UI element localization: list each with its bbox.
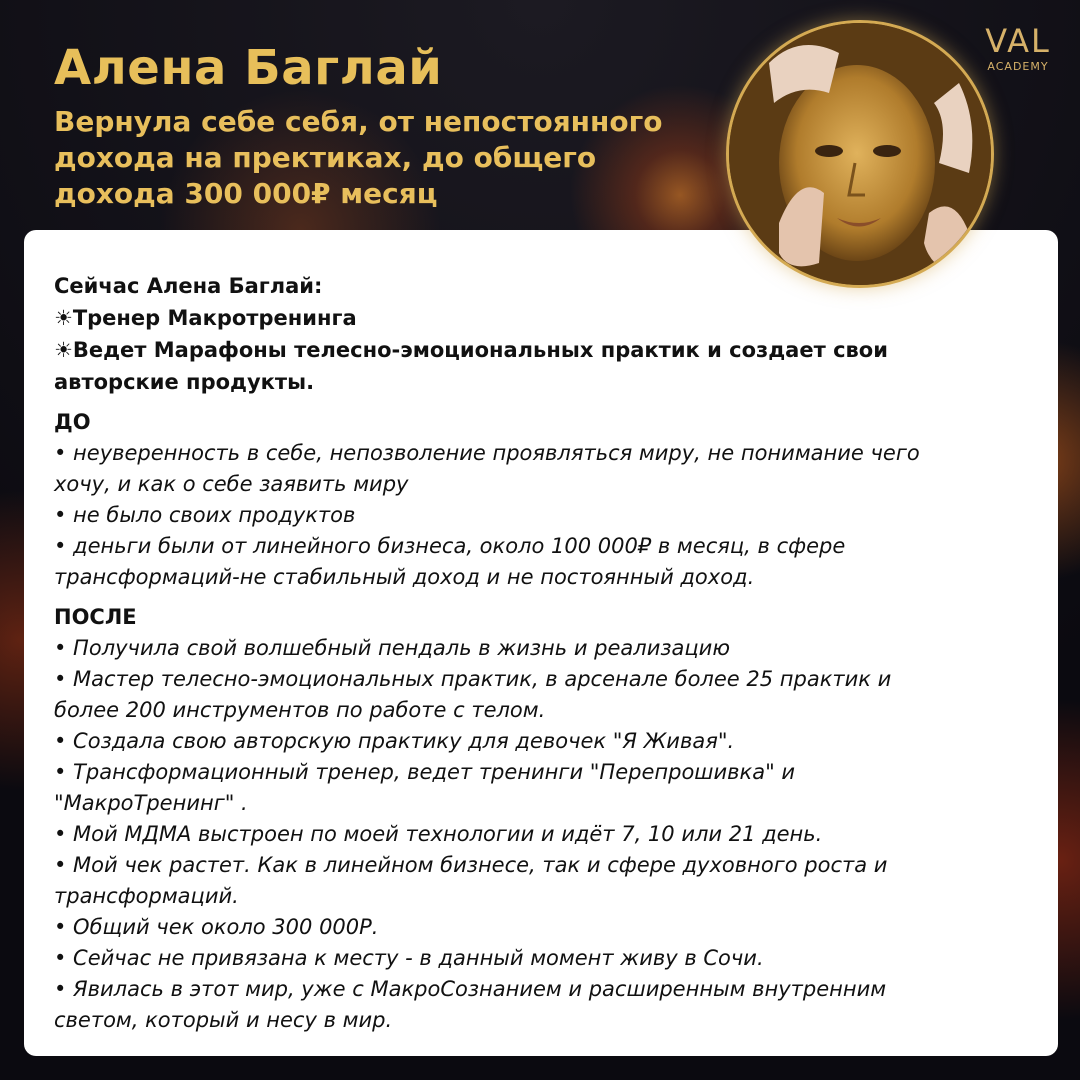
page-title: Алена Баглай (54, 40, 443, 96)
val-academy-logo (968, 22, 1068, 73)
before-list-line: трансформаций-не стабильный доход и не постоянный доход. (54, 565, 755, 589)
before-list-line: • неуверенность в себе, непозволение проявляться миру, не понимание чего (54, 441, 920, 465)
after-list-line: • Трансформационный тренер, ведет тренинги "Перепрошивка" и (54, 760, 796, 784)
page-subtitle (54, 104, 662, 212)
after-list-line: • Сейчас не привязана к месту - в данный момент живу в Сочи. (54, 946, 764, 970)
sun-icon: ☀ (54, 306, 73, 330)
subtitle-line: дохода на пректиках, до общего (54, 141, 597, 174)
intro-title: Сейчас Алена Баглай: (54, 274, 323, 298)
portrait-photo (726, 20, 994, 288)
after-list-line: • Общий чек около 300 000Р. (54, 915, 379, 939)
before-list-line: хочу, и как о себе заявить миру (54, 472, 409, 496)
role-text: Тренер Макротренинга (72, 306, 357, 330)
role-text: Ведет Марафоны телесно-эмоциональных практик и создает свои (72, 338, 888, 362)
sun-icon: ☀ (54, 338, 73, 362)
subtitle-line: Вернула себе себя, от непостоянного (54, 105, 663, 138)
logo-subtitle: ACADEMY (987, 60, 1049, 73)
after-list-line: • Мастер телесно-эмоциональных практик, в арсенале более 25 практик и (54, 667, 892, 691)
eye-shape (815, 145, 843, 157)
income-highlight: 300 000₽ месяц (184, 177, 438, 210)
logo-word: VAL (985, 22, 1051, 60)
before-list-line: • не было своих продуктов (54, 503, 356, 527)
after-list-line: "МакроТренинг" . (54, 791, 248, 815)
after-list-line: • Явилась в этот мир, уже с МакроСознанием и расширенным внутренним (54, 977, 887, 1001)
before-section-title: ДО (54, 410, 91, 434)
after-section-title: ПОСЛЕ (54, 605, 137, 629)
after-list-line: более 200 инструментов по работе с телом. (54, 698, 546, 722)
after-list-line: светом, который и несу в мир. (54, 1008, 393, 1032)
after-list-line: трансформаций. (54, 884, 239, 908)
card-text (54, 270, 1034, 1036)
content-card (24, 230, 1058, 1056)
before-list-line: • деньги были от линейного бизнеса, около 100 000₽ в месяц, в сфере (54, 534, 846, 558)
after-list-line: • Создала свою авторскую практику для девочек "Я Живая". (54, 729, 735, 753)
role-item (54, 334, 1034, 366)
portrait-illustration (729, 23, 991, 285)
subtitle-line-prefix: дохода (54, 177, 185, 210)
subtitle-line (54, 176, 662, 212)
after-list-line: • Мой МДМА выстроен по моей технологии и идёт 7, 10 или 21 день. (54, 822, 823, 846)
role-item (54, 302, 1034, 334)
eye-shape (873, 145, 901, 157)
after-list-line: • Получила свой волшебный пендаль в жизнь и реализацию (54, 636, 731, 660)
after-list-line: • Мой чек растет. Как в линейном бизнесе, так и сфере духовного роста и (54, 853, 888, 877)
role-continuation: авторские продукты. (54, 370, 315, 394)
